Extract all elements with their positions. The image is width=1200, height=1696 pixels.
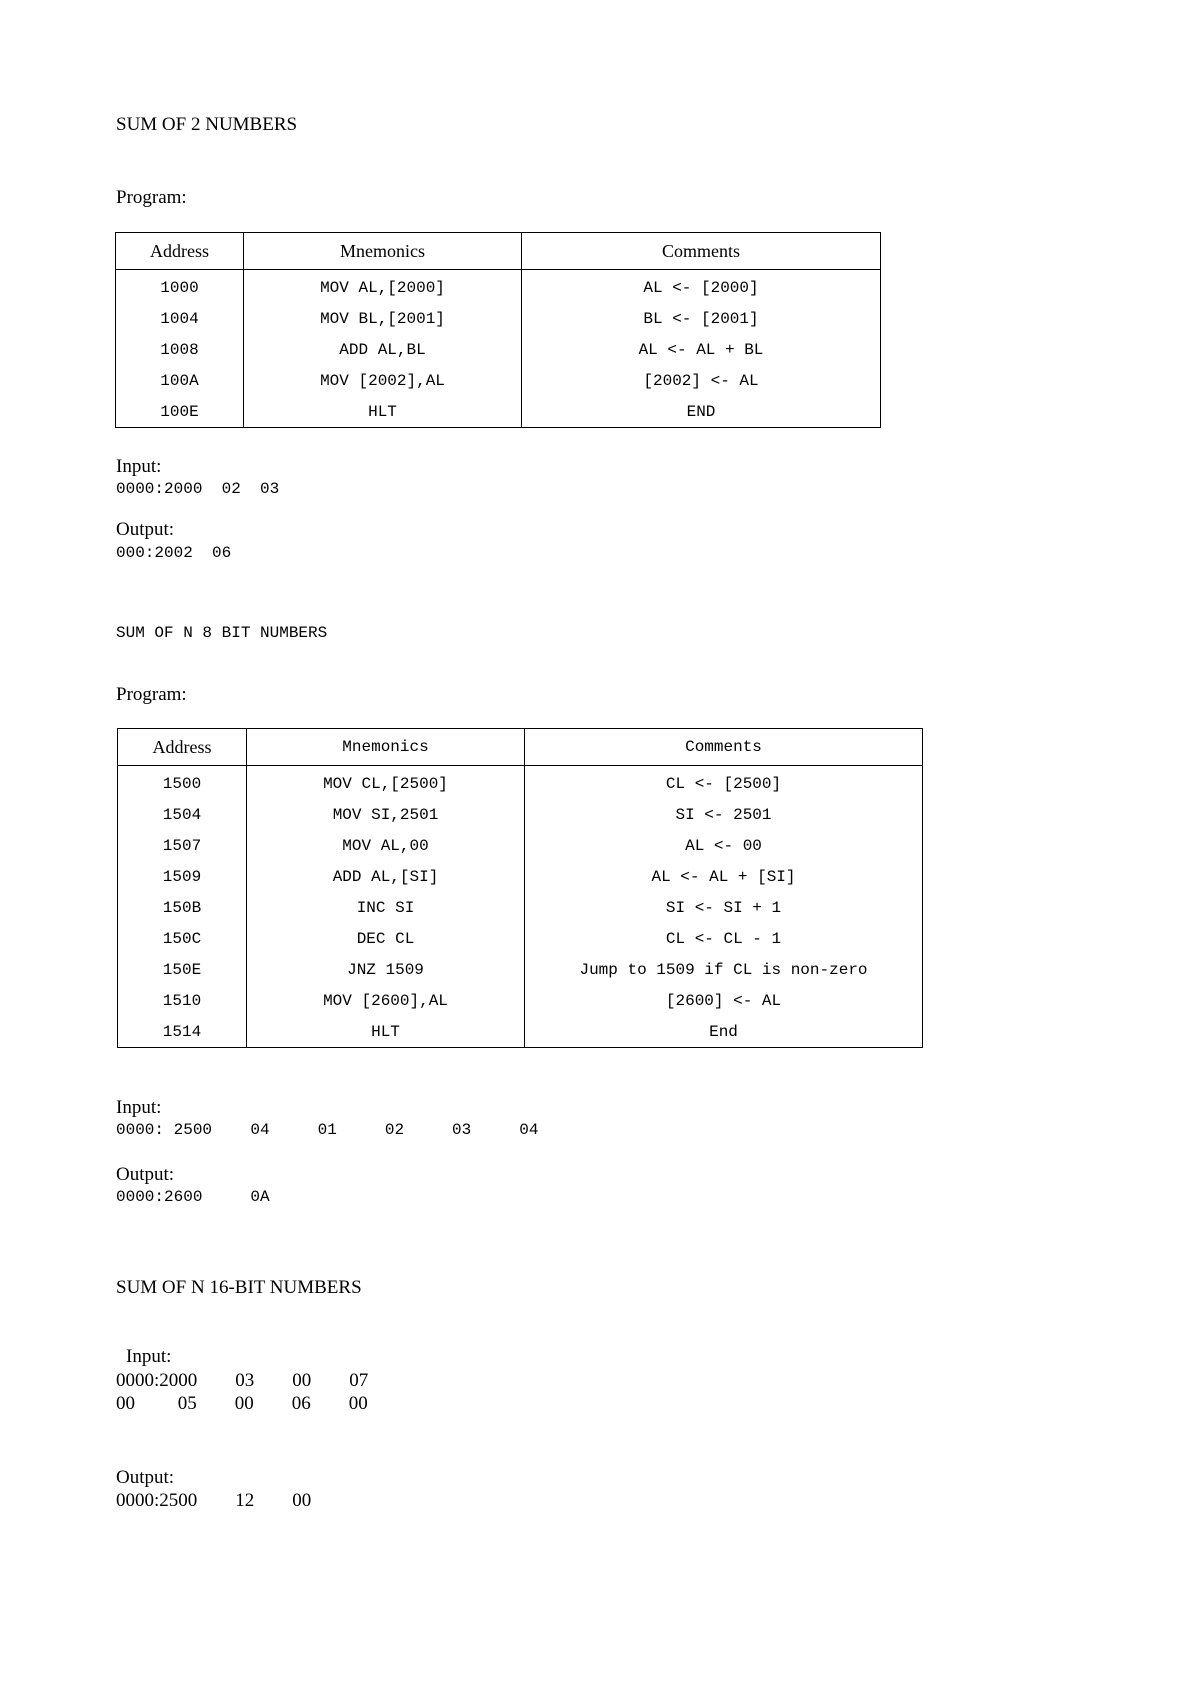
mnemonic-cell: MOV AL,00 xyxy=(247,830,525,861)
mnemonic-cell: JNZ 1509 xyxy=(247,954,525,985)
program-label: Program: xyxy=(116,187,187,208)
comment-cell: BL <- [2001] xyxy=(522,303,881,334)
mnemonic-cell: HLT xyxy=(247,1016,525,1048)
address-cell: 100A xyxy=(116,365,244,396)
table-row xyxy=(118,799,923,830)
input-label: Input: xyxy=(116,1097,162,1118)
comment-cell: Jump to 1509 if CL is non-zero xyxy=(525,954,923,985)
input-values-line-1: 0000:2000 03 00 07 xyxy=(116,1370,369,1391)
output-label: Output: xyxy=(116,519,175,540)
mnemonic-cell: MOV BL,[2001] xyxy=(244,303,522,334)
address-cell: 1507 xyxy=(118,830,247,861)
address-cell: 1008 xyxy=(116,334,244,365)
column-header-comments: Comments xyxy=(525,729,923,766)
column-header-address: Address xyxy=(116,233,244,270)
input-values: 0000:2000 02 03 xyxy=(116,480,280,498)
comment-cell: AL <- AL + BL xyxy=(522,334,881,365)
mnemonic-cell: MOV AL,[2000] xyxy=(244,270,522,304)
address-cell: 150C xyxy=(118,923,247,954)
address-cell: 1004 xyxy=(116,303,244,334)
output-values: 0000:2500 12 00 xyxy=(116,1490,312,1511)
address-cell: 100E xyxy=(116,396,244,428)
comment-cell: AL <- 00 xyxy=(525,830,923,861)
comment-cell: End xyxy=(525,1016,923,1048)
output-values: 000:2002 06 xyxy=(116,544,232,562)
mnemonic-cell: MOV SI,2501 xyxy=(247,799,525,830)
address-cell: 1510 xyxy=(118,985,247,1016)
address-cell: 150B xyxy=(118,892,247,923)
mnemonic-cell: MOV [2002],AL xyxy=(244,365,522,396)
comment-cell: CL <- CL - 1 xyxy=(525,923,923,954)
program-table xyxy=(117,728,923,1048)
output-label: Output: xyxy=(116,1467,175,1488)
column-header-address: Address xyxy=(118,729,247,766)
output-values: 0000:2600 0A xyxy=(116,1188,270,1206)
mnemonic-cell: HLT xyxy=(244,396,522,428)
table-row xyxy=(118,1016,923,1048)
table-row xyxy=(116,303,881,334)
table-row xyxy=(116,270,881,304)
comment-cell: CL <- [2500] xyxy=(525,766,923,800)
output-label: Output: xyxy=(116,1164,175,1185)
table-row xyxy=(118,892,923,923)
column-header-mnemonics: Mnemonics xyxy=(247,729,525,766)
mnemonic-cell: ADD AL,[SI] xyxy=(247,861,525,892)
mnemonic-cell: INC SI xyxy=(247,892,525,923)
mnemonic-cell: MOV [2600],AL xyxy=(247,985,525,1016)
column-header-comments: Comments xyxy=(522,233,881,270)
table-row xyxy=(118,985,923,1016)
table-row xyxy=(118,954,923,985)
comment-cell: AL <- AL + [SI] xyxy=(525,861,923,892)
table-row xyxy=(116,334,881,365)
address-cell: 1000 xyxy=(116,270,244,304)
comment-cell: [2002] <- AL xyxy=(522,365,881,396)
address-cell: 1504 xyxy=(118,799,247,830)
input-values-line-2: 00 05 00 06 00 xyxy=(116,1393,368,1414)
table-row xyxy=(118,830,923,861)
section-title: SUM OF N 16-BIT NUMBERS xyxy=(116,1277,362,1298)
section-title: SUM OF 2 NUMBERS xyxy=(116,114,298,135)
address-cell: 1500 xyxy=(118,766,247,800)
mnemonic-cell: ADD AL,BL xyxy=(244,334,522,365)
mnemonic-cell: MOV CL,[2500] xyxy=(247,766,525,800)
input-values: 0000: 2500 04 01 02 03 04 xyxy=(116,1121,539,1139)
mnemonic-cell: DEC CL xyxy=(247,923,525,954)
program-label: Program: xyxy=(116,684,187,705)
address-cell: 150E xyxy=(118,954,247,985)
comment-cell: SI <- SI + 1 xyxy=(525,892,923,923)
comment-cell: AL <- [2000] xyxy=(522,270,881,304)
comment-cell: SI <- 2501 xyxy=(525,799,923,830)
program-table xyxy=(115,232,881,428)
section-title: SUM OF N 8 BIT NUMBERS xyxy=(116,624,328,642)
column-header-mnemonics: Mnemonics xyxy=(244,233,522,270)
comment-cell: END xyxy=(522,396,881,428)
comment-cell: [2600] <- AL xyxy=(525,985,923,1016)
table-row xyxy=(116,396,881,428)
input-label: Input: xyxy=(126,1346,172,1367)
address-cell: 1514 xyxy=(118,1016,247,1048)
table-row xyxy=(116,365,881,396)
table-header-row xyxy=(118,729,923,766)
table-row xyxy=(118,861,923,892)
table-header-row xyxy=(116,233,881,270)
table-row xyxy=(118,766,923,800)
address-cell: 1509 xyxy=(118,861,247,892)
input-label: Input: xyxy=(116,456,162,477)
table-row xyxy=(118,923,923,954)
